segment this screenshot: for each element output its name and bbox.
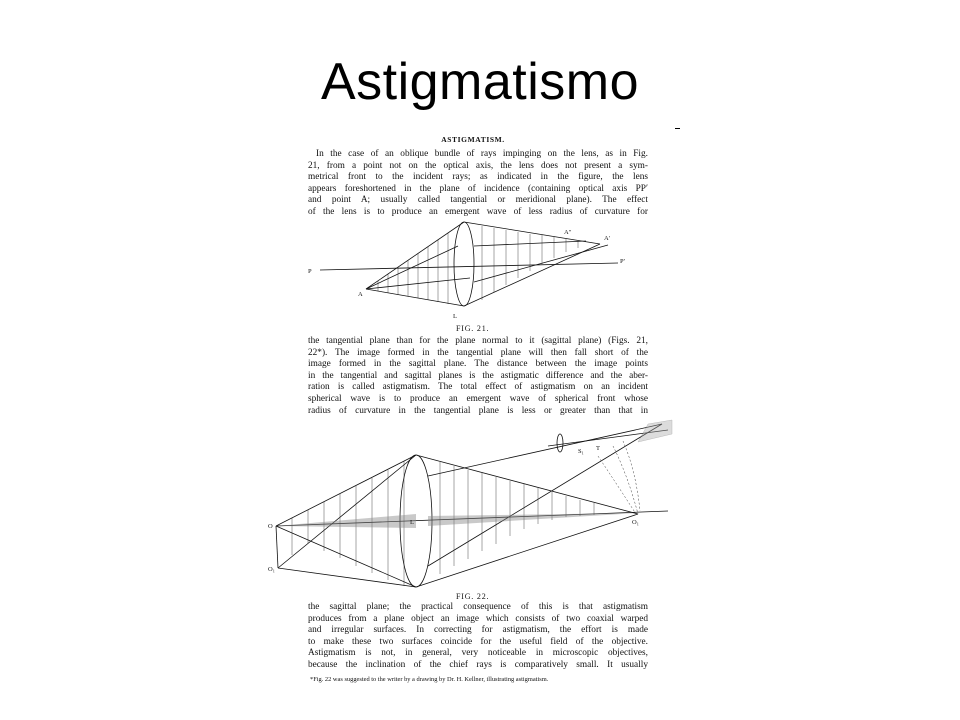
paragraph-1-line: metrical front to the incident rays; as indicated in the figure, the lens (308, 172, 648, 183)
fig21-label-p: P (308, 268, 312, 275)
fig22-label-l: L (410, 519, 414, 526)
figure-21-diagram (268, 216, 678, 326)
fig21-label-p-prime: P′ (620, 258, 626, 265)
fig21-label-a-prime: A′ (604, 235, 611, 242)
figure-22-diagram (268, 416, 678, 592)
footnote: *Fig. 22 was suggested to the writer by a drawing by Dr. H. Kellner, illustrating astigmatism. (310, 676, 549, 683)
paragraph-1-line: of the lens is to produce an emergent wave of less radius of curvature for (308, 206, 648, 217)
paragraph-1-line: and point A; usually called tangential or meridional plane). The effect (308, 195, 648, 206)
fig21-label-a-double-prime: A″ (564, 229, 572, 236)
figure-22-caption: FIG. 22. (456, 592, 490, 601)
paragraph-2-line: ration is called astigmatism. The total effect of astigmatism on an incident (308, 382, 648, 393)
fig22-label-s: S₁ (578, 448, 584, 455)
fig21-label-a: A (358, 291, 363, 298)
fig22-label-o1: O₁ (268, 566, 275, 573)
paragraph-3-line: and irregular surfaces. In correcting for astigmatism, the effort is made (308, 625, 648, 636)
slide-title: Astigmatismo (320, 53, 640, 111)
paragraph-3-line: produces from a plane object an image which consists of two coaxial warped (308, 613, 648, 624)
paragraph-3 (308, 602, 648, 672)
paragraph-2-line: 22*). The image formed in the tangential plane will then fall short of the (308, 347, 648, 358)
paragraph-3-line: Astigmatism is not, in general, very noticeable in microscopic objectives, (308, 648, 648, 659)
paragraph-1-line: appears foreshortened in the plane of incidence (containing optical axis PP′ (308, 183, 648, 194)
fig22-label-ot: O₁ (632, 519, 639, 526)
fig21-label-l: L (453, 313, 457, 320)
scan-mark (675, 128, 680, 129)
paragraph-3-line: to make these two surfaces coincide for the useful field of the objective. (308, 636, 648, 647)
figure-21-caption: FIG. 21. (456, 324, 490, 333)
fig22-label-t: T (596, 445, 600, 452)
paragraph-1 (308, 149, 648, 219)
paragraph-1-line: 21, from a point not on the optical axis, the lens does not present a sym- (308, 160, 648, 171)
paragraph-2-line: the tangential plane than for the plane normal to it (sagittal plane) (Figs. 21, (308, 336, 648, 346)
fig22-label-o: O (268, 523, 273, 530)
running-head: ASTIGMATISM. (441, 135, 505, 144)
paragraph-2 (308, 336, 648, 417)
scanned-book-page (268, 126, 678, 688)
paragraph-1-line: In the case of an oblique bundle of rays impinging on the lens, as in Fig. (316, 149, 648, 159)
paragraph-3-line: the sagittal plane; the practical consequence of this is that astigmatism (308, 602, 648, 612)
paragraph-2-line: image formed in the sagittal plane. The distance between the image points (308, 359, 648, 370)
paragraph-2-line: in the tangential and sagittal planes is the astigmatic difference and the aber- (308, 370, 648, 381)
paragraph-2-line: spherical wave is to produce an emergent wave of spherical front whose (308, 393, 648, 404)
paragraph-2-line: radius of curvature in the tangential plane is less or greater than that in (308, 405, 648, 416)
paragraph-3-line: because the inclination of the chief rays is comparatively small. It usually (308, 659, 648, 670)
